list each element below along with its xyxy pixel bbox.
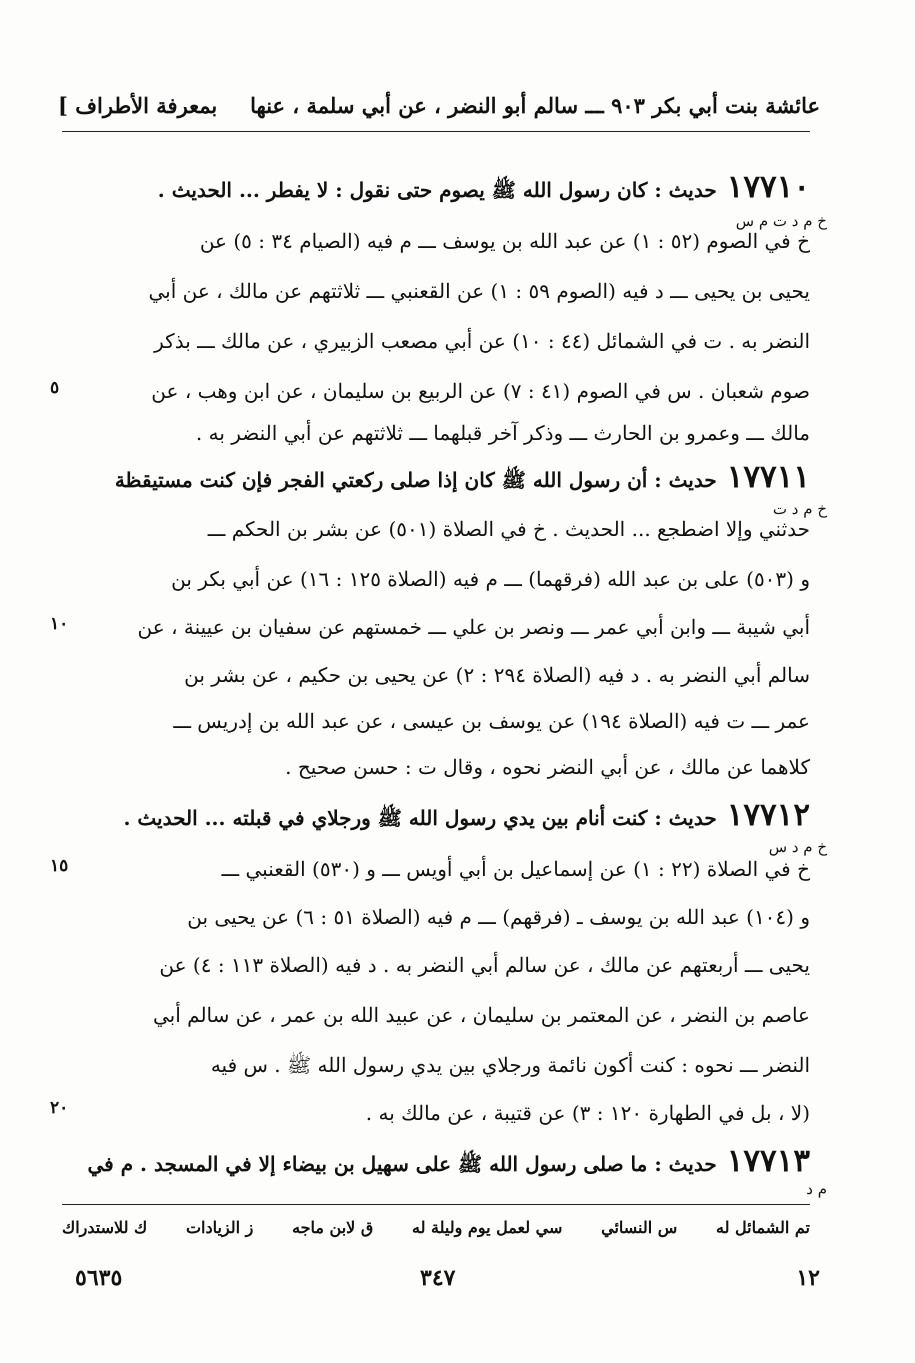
entry-line: كلاهما عن مالك ، عن أبي النضر نحوه ، وقال ت : حسن صحيح . (285, 755, 810, 779)
margin-line-number: ٥ (50, 378, 60, 398)
entry-line: عاصم بن النضر ، عن المعتمر بن سليمان ، عن عبيد الله بن عمر ، عن سالم أبي (152, 1003, 810, 1027)
entry-line: يحيى بن يحيى ـــ د فيه (الصوم ٥٩ : ١) عن القعنبي ـــ ثلاثتهم عن مالك ، عن أبي (148, 279, 810, 303)
page-number: ٣٤٧ (420, 1265, 456, 1291)
entry-line: خ في الصوم (٥٢ : ١) عن عبد الله بن يوسف ـــ م فيه (الصيام ٣٤ : ٥) عن (199, 229, 810, 253)
entry-line: أبي شيبة ـــ وابن أبي عمر ـــ ونصر بن علي ـــ خمستهم عن سفيان بن عيينة ، عن (137, 615, 810, 639)
entry-line: عمر ـــ ت فيه (الصلاة ١٩٤) عن يوسف بن عيسى ، عن عبد الله بن إدريس ـــ (173, 709, 810, 733)
entry-line: النضر به . ت في الشمائل (٤٤ : ١٠) عن أبي مصعب الزبيري ، عن مالك ـــ بذكر (154, 329, 810, 353)
entry-line: خ في الصلاة (٢٢ : ١) عن إسماعيل بن أبي أويس ـــ و (٥٣٠) القعنبي ـــ (221, 857, 810, 881)
entry-line: ١٧٧١٠حديث : كان رسول الله ﷺ يصوم حتى نقول : لا يفطر ... الحديث . (157, 169, 810, 205)
footnote-rule (62, 1204, 810, 1205)
abbreviation-item: ق لابن ماجه (292, 1218, 374, 1237)
sigla-note: خ م د ت م س (735, 212, 827, 230)
header-center-title: عائشة بنت أبي بكر ٩٠٣ ـــ سالم أبو النضر ، عن أبي سلمة ، عنها (250, 92, 820, 118)
abbreviation-key (62, 1218, 810, 1237)
sigla-note: خ م د س (768, 838, 827, 856)
volume-number: ١٢ (796, 1265, 820, 1291)
entry-line: صوم شعبان . س في الصوم (٤١ : ٧) عن الربيع بن سليمان ، عن ابن وهب ، عن (151, 379, 810, 403)
header-left-title: بمعرفة الأطراف ] (58, 92, 218, 118)
entry-line: النضر ـــ نحوه : كنت أكون نائمة ورجلاي بين يدي رسول الله ﷺ . س فيه (210, 1053, 810, 1077)
entry-line: و (١٠٤) عبد الله بن يوسف ـ (فرقهم) ـــ م فيه (الصلاة ٥١ : ٦) عن يحيى بن (187, 905, 810, 929)
abbreviation-item: س النسائي (601, 1218, 678, 1237)
entry-line: (لا ، بل في الطهارة ١٢٠ : ٣) عن قتيبة ، عن مالك به . (365, 1101, 810, 1125)
margin-line-number: ١٠ (50, 614, 69, 634)
abbreviation-item: سي لعمل يوم وليلة له (412, 1218, 563, 1237)
entry-line: حدثني وإلا اضطجع ... الحديث . خ في الصلاة (٥٠١) عن بشر بن الحكم ـــ (207, 517, 810, 541)
sigla-note: م د (806, 1180, 827, 1198)
entry-line: مالك ـــ وعمرو بن الحارث ـــ وذكر آخر قبلهما ـــ ثلاثتهم عن أبي النضر به . (195, 421, 810, 445)
margin-line-number: ٢٠ (50, 1098, 69, 1118)
entry-line: يحيى ـــ أربعتهم عن مالك ، عن سالم أبي النضر به . د فيه (الصلاة ١١٣ : ٤) عن (159, 953, 810, 977)
entry-line: ١٧٧١٣حديث : ما صلى رسول الله ﷺ على سهيل بن بيضاء إلا في المسجد . م في (87, 1143, 810, 1179)
margin-line-number: ١٥ (50, 856, 69, 876)
entry-line: ١٧٧١٢حديث : كنت أنام بين يدي رسول الله ﷺ ورجلاي في قبلته ... الحديث . (123, 797, 810, 833)
abbreviation-item: ك للاستدراك (62, 1218, 148, 1237)
entry-line: ١٧٧١١حديث : أن رسول الله ﷺ كان إذا صلى ركعتي الفجر فإن كنت مستيقظة (114, 459, 810, 495)
abbreviation-item: ز الزيادات (185, 1218, 254, 1237)
entry-line: و (٥٠٣) على بن عبد الله (فرقهما) ـــ م فيه (الصلاة ١٢٥ : ١٦) عن أبي بكر بن (171, 567, 810, 591)
abbreviation-item: تم الشمائل له (716, 1218, 810, 1237)
footer-left-number: ٥٦٣٥ (75, 1265, 123, 1291)
entry-line: سالم أبي النضر به . د فيه (الصلاة ٢٩٤ : ٢) عن يحيى بن حكيم ، عن بشر بن (184, 663, 810, 687)
sigla-note: خ م د ت (772, 500, 827, 518)
